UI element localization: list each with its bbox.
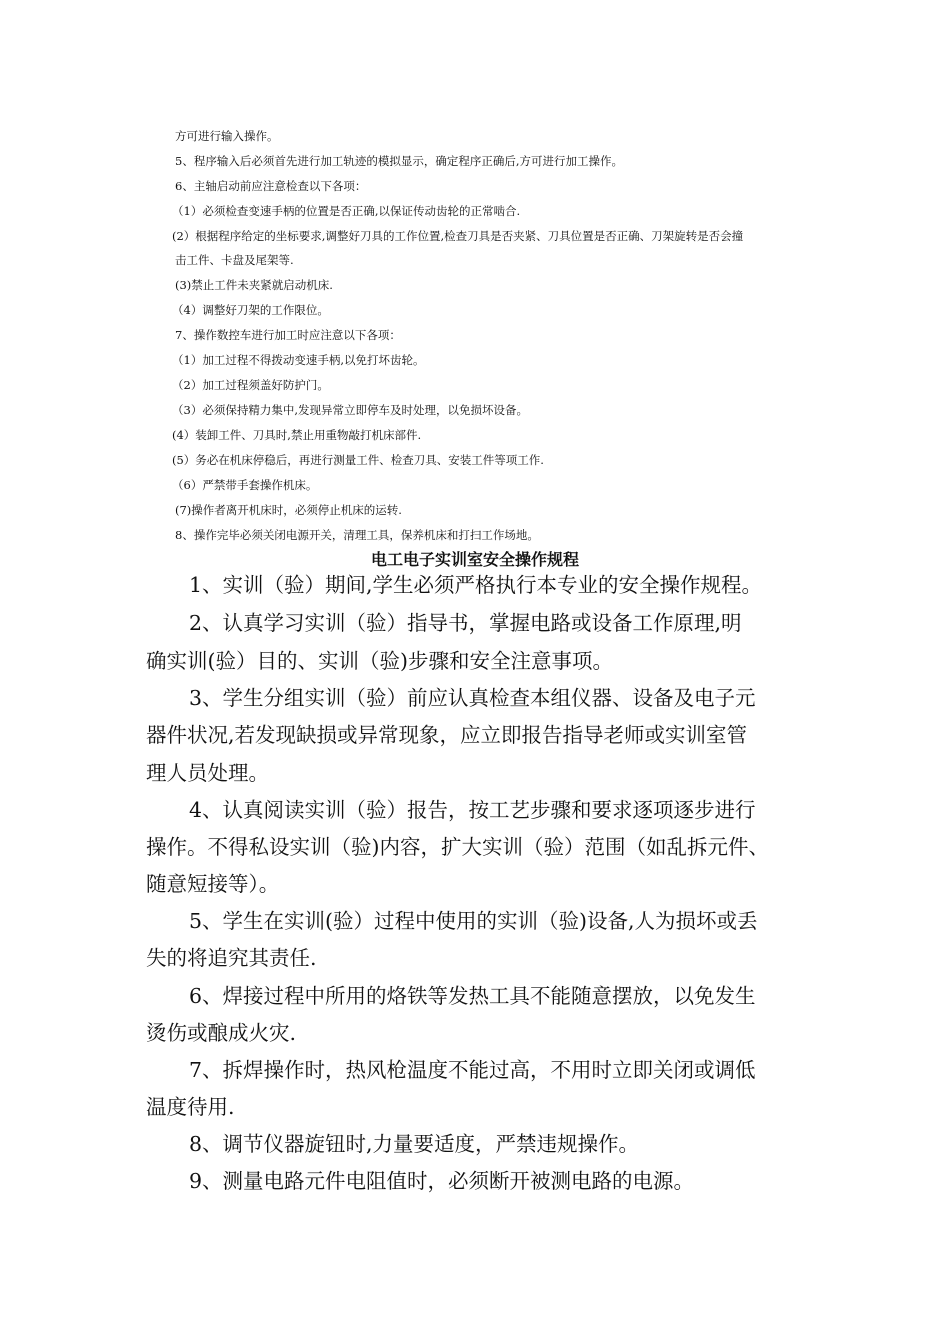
cnc-rule-line: 8、操作完毕必须关闭电源开关，清理工具，保养机床和打扫工作场地。: [175, 528, 539, 542]
electrical-rule-line: 9、测量电路元件电阻值时，必须断开被测电路的电源。: [189, 1169, 695, 1193]
electrical-rule-line: 6、焊接过程中所用的烙铁等发热工具不能随意摆放，以免发生: [189, 984, 756, 1008]
electrical-rule-line: 理人员处理。: [146, 761, 269, 785]
cnc-rule-line: （1）加工过程不得拨动变速手柄,以免打坏齿轮。: [172, 353, 425, 367]
section-title: 电工电子实训室安全操作规程: [370, 550, 579, 569]
electrical-rule-line: 器件状况,若发现缺损或异常现象，应立即报告指导老师或实训室管: [146, 723, 748, 747]
electrical-rule-line: 温度待用.: [146, 1095, 235, 1119]
cnc-rule-line: 击工件、卡盘及尾架等.: [175, 253, 294, 267]
cnc-rule-line: (5）务必在机床停稳后，再进行测量工件、检查刀具、安装工件等项工作.: [172, 453, 544, 467]
cnc-rule-line: (3)禁止工件未夹紧就启动机床.: [175, 278, 333, 292]
electrical-rule-line: 4、认真阅读实训（验）报告，按工艺步骤和要求逐项逐步进行: [189, 798, 756, 822]
electrical-rule-line: 操作。不得私设实训（验)内容，扩大实训（验）范围（如乱拆元件、: [146, 835, 769, 859]
cnc-rule-line: 方可进行输入操作。: [175, 129, 279, 143]
electrical-rule-line: 失的将追究其责任.: [146, 946, 317, 970]
cnc-rule-line: （6）严禁带手套操作机床。: [172, 478, 318, 492]
electrical-rule-line: 5、学生在实训(验）过程中使用的实训（验)设备,人为损坏或丢: [189, 909, 758, 933]
electrical-rule-line: 随意短接等）。: [146, 872, 280, 896]
cnc-rule-line: （1）必须检查变速手柄的位置是否正确,以保证传动齿轮的正常啮合.: [172, 204, 521, 218]
electrical-rule-line: 烫伤或酿成火灾.: [146, 1021, 297, 1045]
electrical-rule-line: 确实训(验）目的、实训（验)步骤和安全注意事项。: [146, 649, 613, 673]
cnc-rule-line: (7)操作者离开机床时，必须停止机床的运转.: [175, 503, 402, 517]
cnc-rule-line: 7、操作数控车进行加工时应注意以下各项：: [175, 328, 401, 342]
electrical-rule-line: 2、认真学习实训（验）指导书，掌握电路或设备工作原理,明: [189, 611, 742, 635]
cnc-rule-line: (4）装卸工件、刀具时,禁止用重物敲打机床部件.: [172, 428, 422, 442]
cnc-rule-line: （3）必须保持精力集中,发现异常立即停车及时处理，以免损坏设备。: [172, 403, 528, 417]
cnc-rule-line: 6、主轴启动前应注意检查以下各项：: [175, 179, 367, 193]
electrical-rule-line: 8、调节仪器旋钮时,力量要适度，严禁违规操作。: [189, 1132, 640, 1156]
electrical-rule-line: 1、实训（验）期间,学生必须严格执行本专业的安全操作规程。: [189, 573, 763, 597]
cnc-rule-line: （4）调整好刀架的工作限位。: [172, 303, 329, 317]
electrical-rule-line: 3、学生分组实训（验）前应认真检查本组仪器、设备及电子元: [189, 686, 756, 710]
cnc-rule-line: 5、程序输入后必须首先进行加工轨迹的模拟显示，确定程序正确后,方可进行加工操作。: [175, 154, 623, 168]
cnc-rule-line: （2）加工过程须盖好防护门。: [172, 378, 329, 392]
cnc-rule-line: (2）根据程序给定的坐标要求,调整好刀具的工作位置,检查刀具是否夹紧、刀具位置是否正确、刀架旋转是否会撞: [172, 229, 744, 243]
electrical-rule-line: 7、拆焊操作时，热风枪温度不能过高，不用时立即关闭或调低: [189, 1058, 756, 1082]
